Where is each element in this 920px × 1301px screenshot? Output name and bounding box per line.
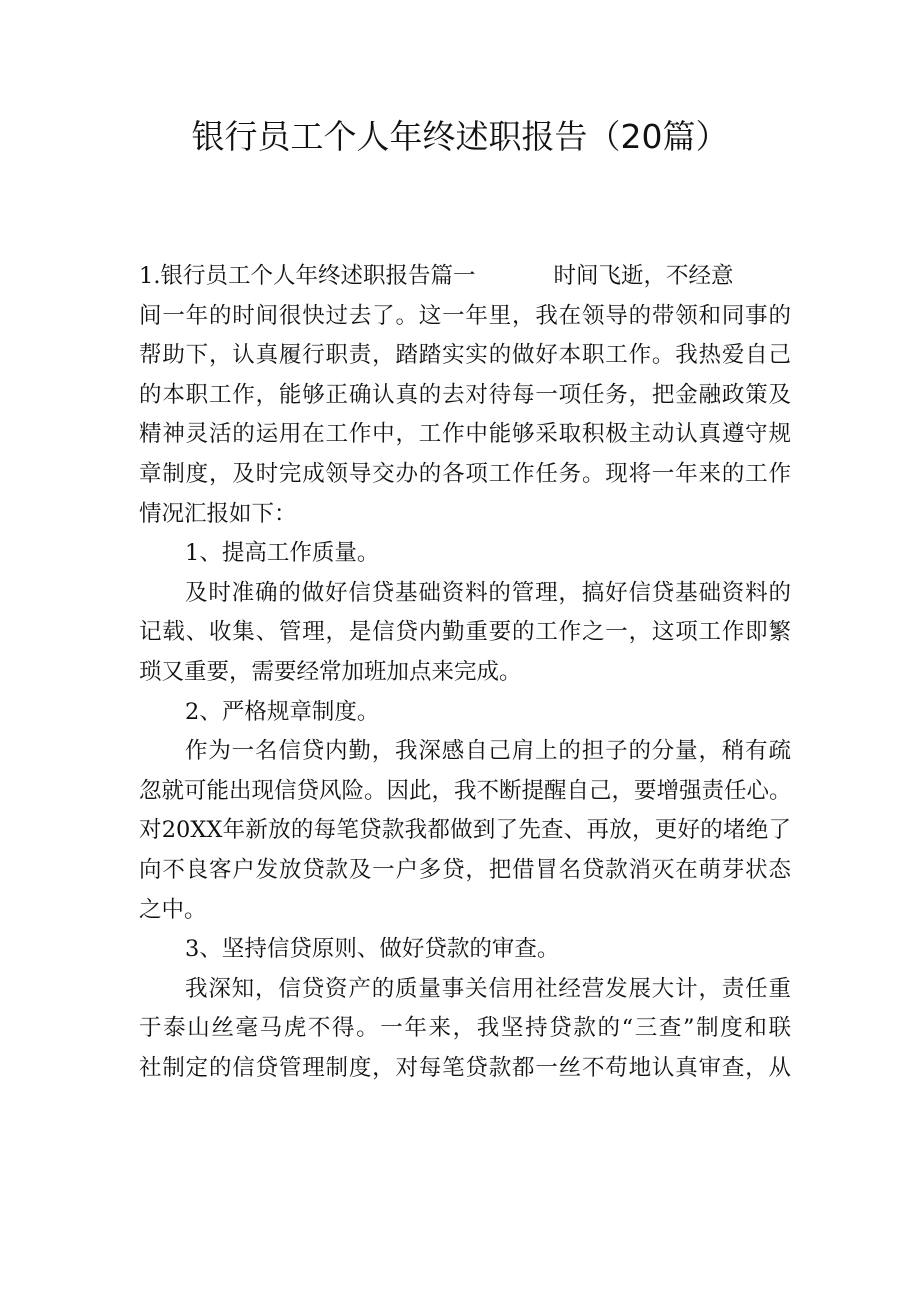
paragraph-line: 及时准确的做好信贷基础资料的管理，搞好信贷基础资料的 (185, 579, 791, 606)
section-heading-3: 3、坚持信贷原则、做好贷款的审查。 (185, 936, 560, 963)
intro-line: 时间飞逝，不经意 (553, 263, 734, 289)
paragraph-line: 记载、收集、管理，是信贷内勤重要的工作之一，这项工作即繁 (139, 619, 791, 646)
paragraph-line: 于泰山丝毫马虎不得。一年来，我坚持贷款的“三查”制度和联 (139, 1015, 791, 1042)
paragraph-line: 之中。 (139, 896, 207, 923)
intro-line: 章制度，及时完成领导交办的各项工作任务。现将一年来的工作 (139, 460, 791, 487)
intro-first-line (139, 257, 791, 297)
intro-heading: 1.银行员工个人年终述职报告篇一 (139, 263, 476, 289)
paragraph-line: 琐又重要，需要经常加班加点来完成。 (139, 658, 522, 685)
paragraph-line: 向不良客户发放贷款及一户多贷，把借冒名贷款消灭在萌芽状态 (139, 856, 791, 883)
intro-line: 帮助下，认真履行职责，踏踏实实的做好本职工作。我热爱自己 (139, 342, 791, 369)
intro-line: 情况汇报如下： (139, 500, 297, 527)
intro-line: 间一年的时间很快过去了。这一年里，我在领导的带领和同事的 (139, 302, 791, 329)
document-title: 银行员工个人年终述职报告（20篇） (191, 117, 729, 156)
document-body (139, 257, 791, 1088)
paragraph-line: 对20XX年新放的每笔贷款我都做到了先查、再放，更好的堵绝了 (139, 817, 791, 844)
paragraph-line: 作为一名信贷内勤，我深感自己肩上的担子的分量，稍有疏 (185, 738, 791, 765)
intro-line: 精神灵活的运用在工作中，工作中能够采取积极主动认真遵守规 (139, 421, 791, 448)
paragraph-line: 社制定的信贷管理制度，对每笔贷款都一丝不苟地认真审查，从 (139, 1054, 791, 1081)
paragraph-line: 忽就可能出现信贷风险。因此，我不断提醒自己，要增强责任心。 (139, 777, 792, 804)
intro-line: 的本职工作，能够正确认真的去对待每一项任务，把金融政策及 (139, 381, 791, 408)
section-heading-2: 2、严格规章制度。 (185, 698, 380, 725)
section-heading-1: 1、提高工作质量。 (185, 540, 380, 567)
paragraph-line: 我深知，信贷资产的质量事关信用社经营发展大计，责任重 (185, 975, 791, 1002)
